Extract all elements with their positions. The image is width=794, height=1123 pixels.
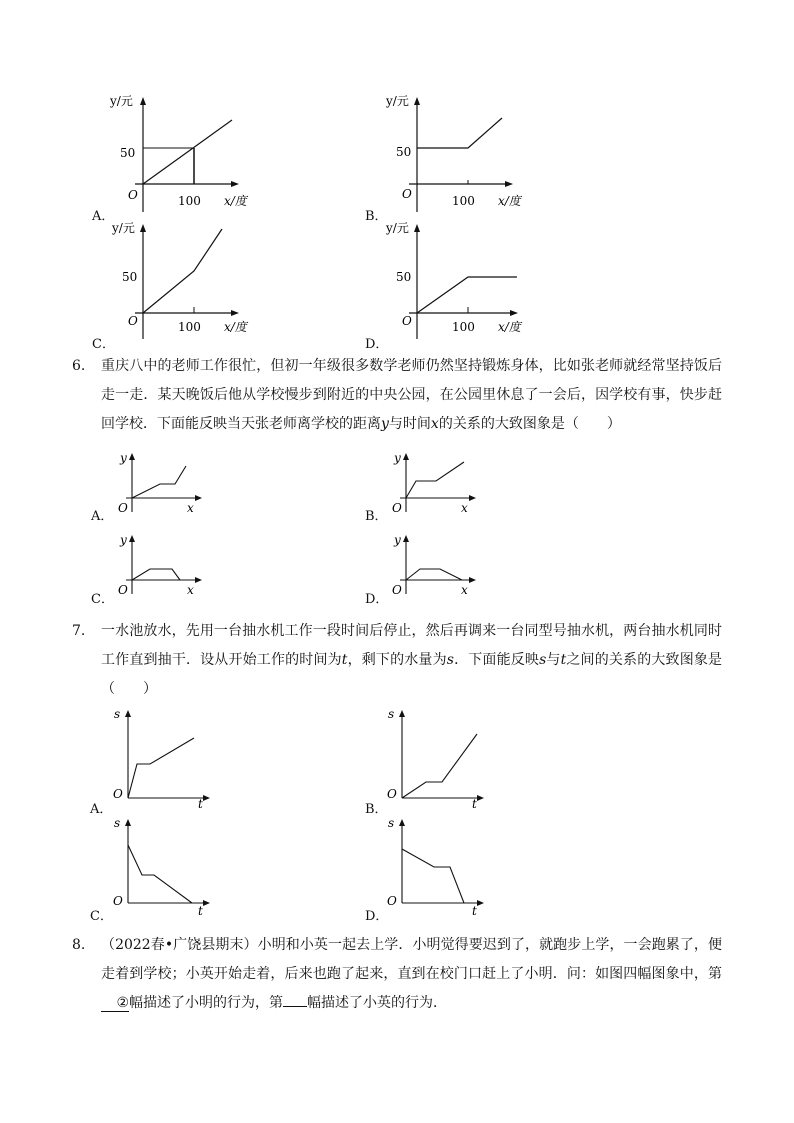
x-axis-label: x <box>461 501 468 515</box>
y-axis-label: y <box>120 533 127 547</box>
q6-graph-b <box>384 450 484 520</box>
x-axis-label: x/度 <box>498 194 521 208</box>
q7-option-b-label: B． <box>365 802 388 817</box>
question-number: 8. <box>72 937 86 953</box>
q7-option-d-label: D． <box>365 909 389 924</box>
q5-graph-d <box>364 219 534 344</box>
graph-line <box>132 569 180 580</box>
q5-graph-c <box>90 219 260 344</box>
tick-y-label: 50 <box>396 145 412 159</box>
origin-label: O <box>113 787 123 801</box>
x-axis-label: t <box>198 797 203 811</box>
q7-graph-c <box>108 813 218 918</box>
question-6 <box>72 352 722 439</box>
y-axis-label: y/元 <box>386 221 409 235</box>
tick-y-label: 50 <box>120 146 136 160</box>
q5-option-d-label: D． <box>365 337 389 352</box>
question-number: 6. <box>72 358 86 374</box>
q6-option-c-label: C． <box>91 592 114 607</box>
q7-graph-a <box>108 704 218 809</box>
q6-option-d-label: D． <box>365 592 389 607</box>
q5-option-c-label: C． <box>92 337 115 352</box>
tick-x-label: 100 <box>178 320 201 334</box>
q7-graph-d <box>382 813 492 918</box>
graph-line <box>406 462 464 498</box>
origin-label: O <box>113 894 123 908</box>
question-text: 一水池放水，先用一台抽水机工作一段时间后停止，然后再调来一台同型号抽水机，两台抽水机同时工作直到抽干．设从开始工作的时间为t，剩下的水量为s．下面能反映s与t之间的关系的大致图象是（ ） <box>101 623 723 697</box>
q5-option-b-label: B． <box>365 209 388 224</box>
graph-line <box>143 120 232 184</box>
x-arrow <box>231 181 239 187</box>
x-axis-label: t <box>472 904 477 918</box>
origin-label: O <box>118 583 128 597</box>
x-axis-label: t <box>198 904 203 918</box>
q7-option-a-label: A． <box>90 802 113 817</box>
origin-label: O <box>392 583 402 597</box>
origin-label: O <box>402 187 412 201</box>
origin-label: O <box>402 314 412 328</box>
origin-label: O <box>128 314 138 328</box>
x-axis-label: x/度 <box>224 320 247 334</box>
q7-graph-b <box>382 704 492 809</box>
origin-label: O <box>387 894 397 908</box>
q5-graph-a <box>90 92 260 217</box>
graph-line <box>417 277 517 313</box>
y-axis-label: y <box>394 533 401 547</box>
q6-graph-d <box>384 532 484 602</box>
graph-line <box>132 466 186 498</box>
y-axis-label: y/元 <box>110 94 133 108</box>
graph-line <box>417 118 502 148</box>
graph-line <box>128 845 192 903</box>
question-number: 7. <box>72 623 86 639</box>
origin-label: O <box>392 501 402 515</box>
q6-option-b-label: B． <box>365 509 388 524</box>
question-text: 重庆八中的老师工作很忙，但初一年级很多数学老师仍然坚持锻炼身体，比如张老师就经常坚持饭后走一走．某天晚饭后他从学校慢步到附近的中央公园，在公园里休息了一会后，因学校有事，快步赶回学校．下面能反映当天张老师离学校的距离y与时间x的关系的大致图象是（ ） <box>101 358 722 432</box>
answer-blank-1[interactable]: ② <box>101 995 129 1012</box>
y-axis-label: y/元 <box>112 221 135 235</box>
y-axis-label: s <box>388 816 395 830</box>
x-axis-label: x <box>187 501 194 515</box>
question-text: （2022春•广饶县期末）小明和小英一起去上学．小明觉得要迟到了，就跑步上学，一会跑累了，便走着到学校；小英开始走着，后来也跑了起来，直到在校门口赶上了小明．问：如图四幅图象中，第②幅描述了小明的行为，第 幅描述了小英的行为． <box>101 937 722 1011</box>
graph-line <box>406 569 462 580</box>
question-7 <box>72 617 722 704</box>
q6-option-a-label: A． <box>91 509 114 524</box>
q7-option-c-label: C． <box>90 909 113 924</box>
q5-option-a-label: A． <box>92 209 115 224</box>
origin-label: O <box>118 501 128 515</box>
q5-graph-b <box>364 92 534 217</box>
tick-x-label: 100 <box>178 194 201 208</box>
q6-graph-c <box>110 532 210 602</box>
question-8 <box>72 931 722 1018</box>
x-axis-label: x/度 <box>224 194 247 208</box>
graph-line <box>128 738 194 798</box>
graph-line <box>402 849 464 903</box>
y-axis-label: s <box>388 707 395 721</box>
graph-line <box>402 734 477 798</box>
origin-label: O <box>387 787 397 801</box>
tick-x-label: 100 <box>452 194 475 208</box>
origin-label: O <box>128 188 138 202</box>
y-axis-label: y/元 <box>386 94 409 108</box>
tick-y-label: 50 <box>396 270 412 284</box>
tick-y-label: 50 <box>122 270 138 284</box>
x-axis-label: x <box>461 583 468 597</box>
y-axis-label: s <box>114 816 121 830</box>
x-axis-label: t <box>472 797 477 811</box>
tick-x-label: 100 <box>452 320 475 334</box>
x-axis-label: x/度 <box>498 320 521 334</box>
y-arrow <box>140 97 146 105</box>
graph-line <box>143 229 222 313</box>
x-axis-label: x <box>187 583 194 597</box>
y-axis-label: y <box>394 451 401 465</box>
answer-blank-2[interactable] <box>283 1006 307 1007</box>
y-axis-label: y <box>120 451 127 465</box>
q6-graph-a <box>110 450 210 520</box>
y-axis-label: s <box>114 707 121 721</box>
